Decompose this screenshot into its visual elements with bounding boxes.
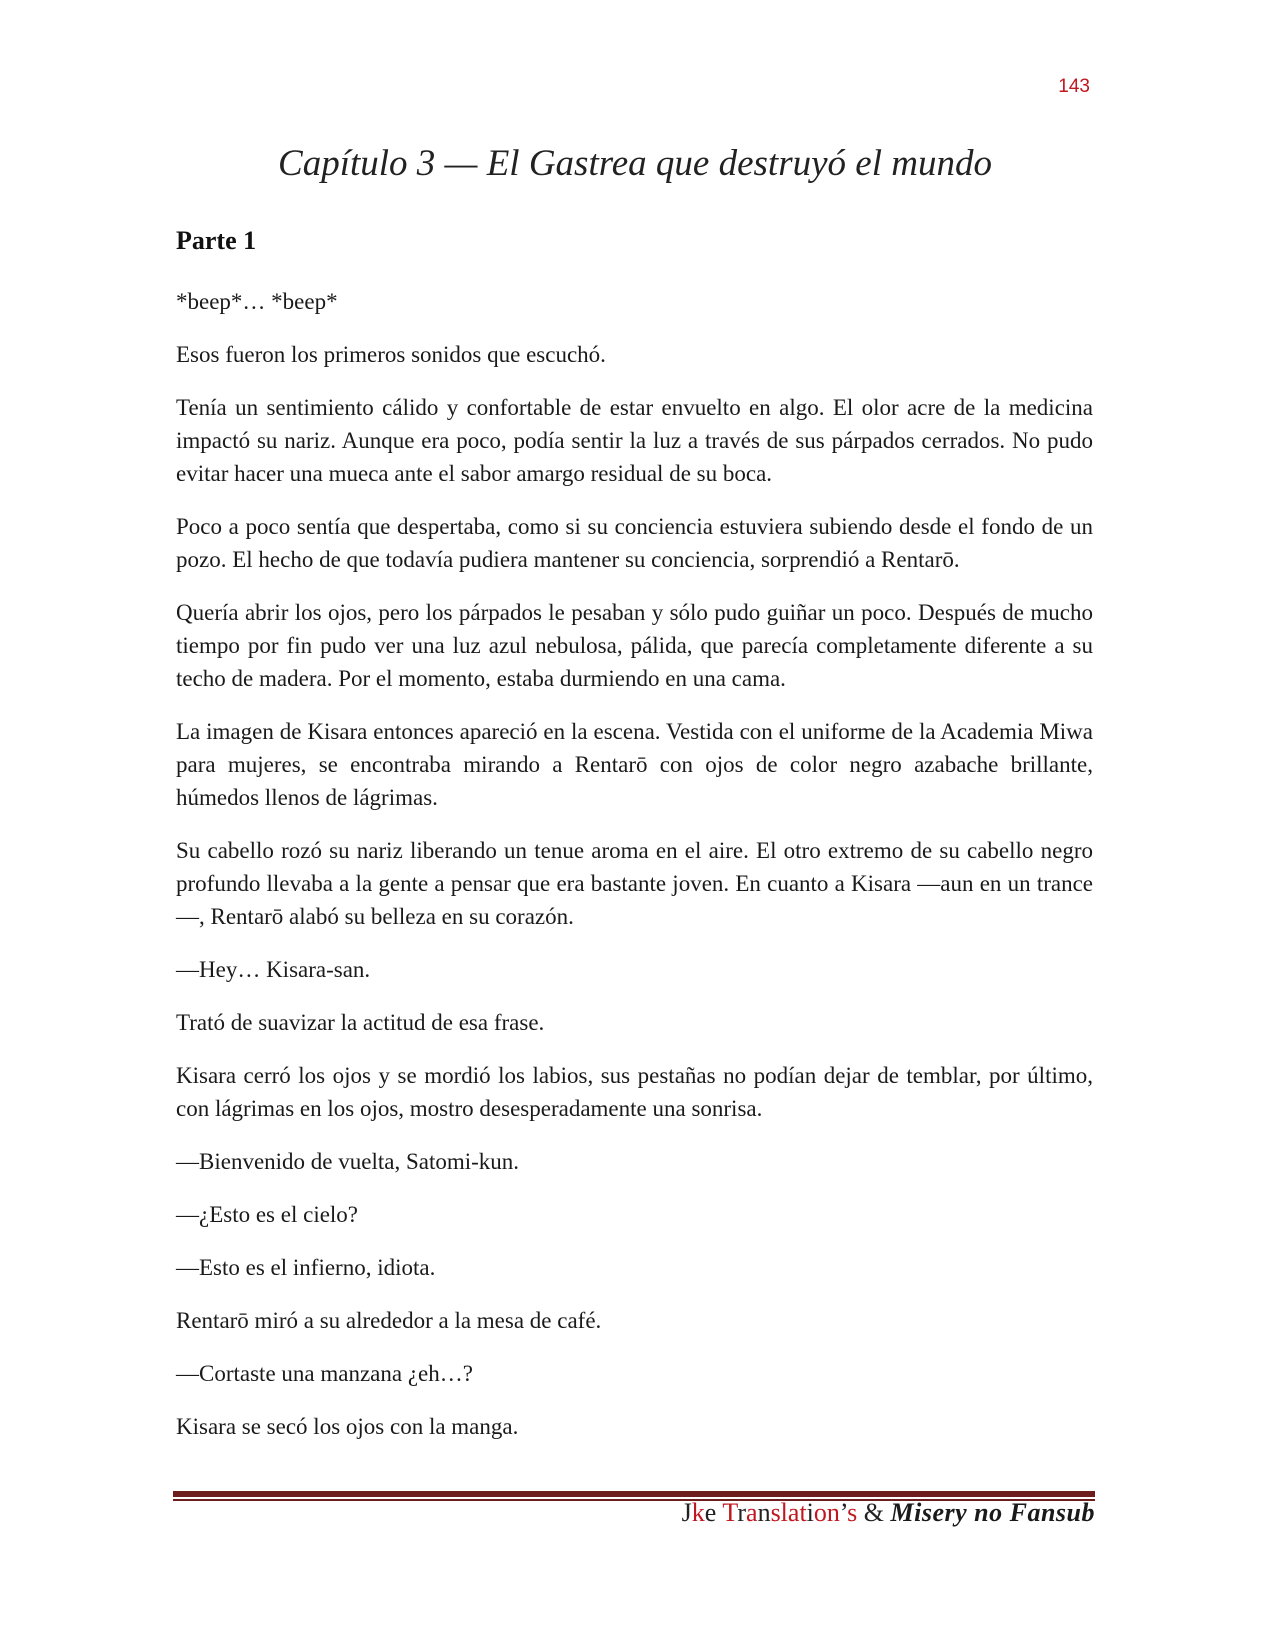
paragraph: Kisara se secó los ojos con la manga. xyxy=(176,1414,519,1439)
credit-text: k xyxy=(691,1498,705,1527)
section-heading: Parte 1 xyxy=(176,226,257,255)
credit-text: i xyxy=(806,1498,814,1527)
paragraph: Kisara cerró los ojos y se mordió los labios, sus pestañas no podían dejar de temblar, por último, con lágrimas en los ojos, mostro desesperadamente una sonrisa. xyxy=(176,1063,1093,1121)
paragraph: —¿Esto es el cielo? xyxy=(176,1202,359,1227)
paragraph: —Bienvenido de vuelta, Satomi-kun. xyxy=(176,1149,520,1174)
credit-script-text: Misery no Fansub xyxy=(890,1498,1095,1527)
credit-text: J xyxy=(681,1498,692,1527)
paragraph: Quería abrir los ojos, pero los párpados le pesaban y sólo pudo guiñar un poco. Después de mucho tiempo por fin pudo ver una luz azul nebulosa, pálida, que parecía completamente diferente a su techo de madera. Por el momento, estaba durmiendo en una cama. xyxy=(176,600,1093,691)
credit-text: a xyxy=(746,1498,758,1527)
footer-credit xyxy=(600,1498,1095,1528)
paragraph: —Cortaste una manzana ¿eh…? xyxy=(176,1361,473,1386)
paragraph: Rentarō miró a su alrededor a la mesa de café. xyxy=(176,1308,602,1333)
credit-text: n xyxy=(757,1498,771,1527)
credit-text: T xyxy=(722,1498,738,1527)
paragraph: Su cabello rozó su nariz liberando un tenue aroma en el aire. El otro extremo de su cabello negro profundo llevaba a la gente a pensar que era bastante joven. En cuanto a Kisara —aun en un trance—, Rentarō alabó su belleza en su corazón. xyxy=(176,838,1093,929)
chapter-title: Capítulo 3 — El Gastrea que destruyó el mundo xyxy=(278,143,992,184)
paragraph: Esos fueron los primeros sonidos que escuchó. xyxy=(176,342,606,367)
paragraph: La imagen de Kisara entonces apareció en la escena. Vestida con el uniforme de la Academia Miwa para mujeres, se encontraba mirando a Rentarō con ojos de color negro azabache brillante, húmedos llenos de lágrimas. xyxy=(176,719,1093,810)
paragraph: Trató de suavizar la actitud de esa frase. xyxy=(176,1010,545,1035)
credit-text: on xyxy=(813,1498,840,1527)
body-text xyxy=(176,285,1093,1463)
credit-text: ’ xyxy=(839,1498,848,1527)
paragraph: Tenía un sentimiento cálido y confortable de estar envuelto en algo. El olor acre de la medicina impactó su nariz. Aunque era poco, podía sentir la luz a través de sus párpados cerrados. No pudo evitar hacer una mueca ante el sabor amargo residual de su boca. xyxy=(176,395,1093,486)
credit-text: slat xyxy=(770,1498,807,1527)
credit-text: e xyxy=(704,1498,723,1527)
credit-text: s xyxy=(847,1498,858,1527)
paragraph: —Hey… Kisara-san. xyxy=(176,957,371,982)
paragraph: *beep*… *beep* xyxy=(176,289,338,314)
credit-text: & xyxy=(857,1498,891,1527)
paragraph: Poco a poco sentía que despertaba, como si su conciencia estuviera subiendo desde el fondo de un pozo. El hecho de que todavía pudiera mantener su conciencia, sorprendió a Rentarō. xyxy=(176,514,1093,572)
footer-divider-thick xyxy=(173,1491,1095,1497)
page-number: 143 xyxy=(1058,76,1090,97)
credit-text: r xyxy=(737,1498,747,1527)
paragraph: —Esto es el infierno, idiota. xyxy=(176,1255,436,1280)
